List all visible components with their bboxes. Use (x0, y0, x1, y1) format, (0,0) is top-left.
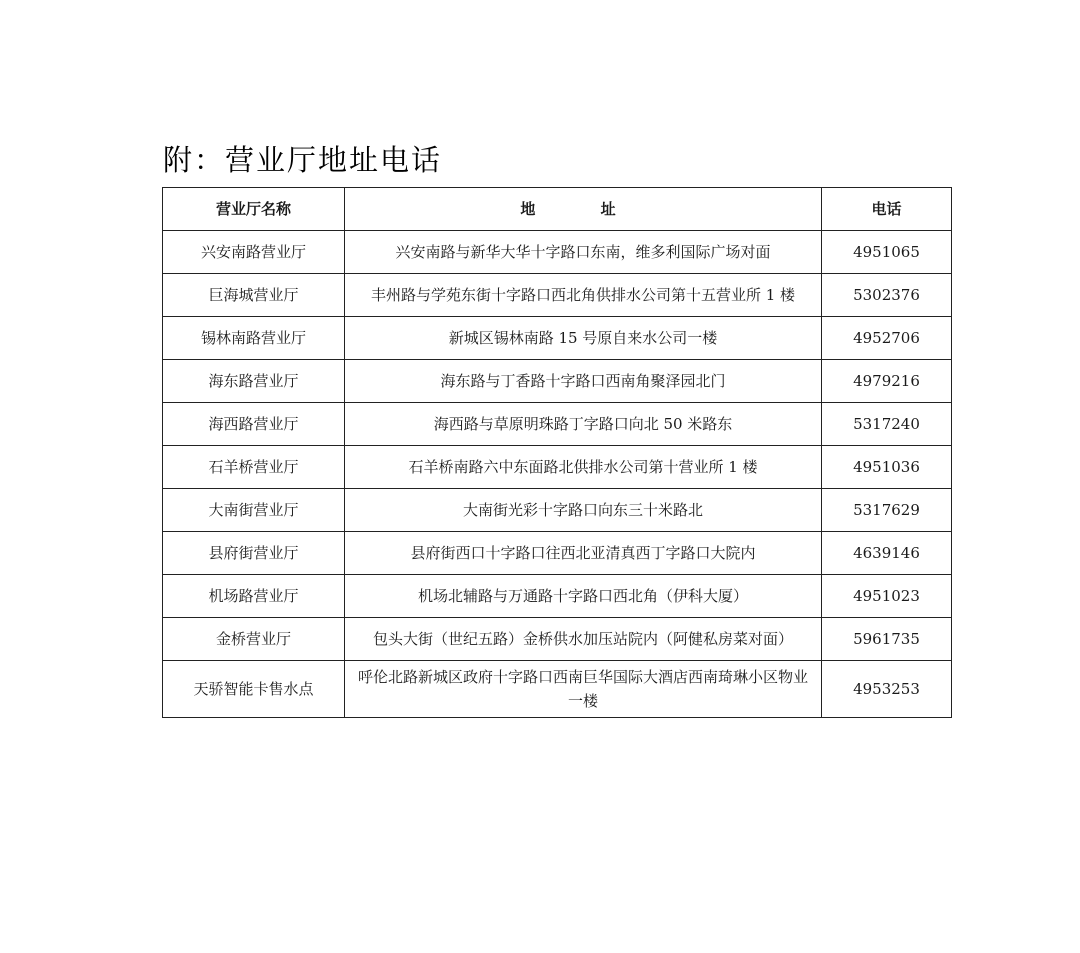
office-address-cell: 大南街光彩十字路口向东三十米路北 (345, 489, 822, 532)
office-name-cell: 海西路营业厅 (163, 403, 345, 446)
office-phone-cell: 4951023 (822, 575, 952, 618)
office-address-cell: 新城区锡林南路 15 号原自来水公司一楼 (345, 317, 822, 360)
office-name-cell: 天骄智能卡售水点 (163, 661, 345, 718)
office-phone-cell: 5317629 (822, 489, 952, 532)
table-row (163, 489, 952, 532)
office-name-cell: 海东路营业厅 (163, 360, 345, 403)
table-row (163, 317, 952, 360)
office-phone-cell: 4979216 (822, 360, 952, 403)
table-row (163, 618, 952, 661)
office-name-cell: 兴安南路营业厅 (163, 231, 345, 274)
office-phone-cell: 4951036 (822, 446, 952, 489)
office-address-cell: 机场北辅路与万通路十字路口西北角（伊科大厦） (345, 575, 822, 618)
office-phone-cell: 5317240 (822, 403, 952, 446)
header-office-name: 营业厅名称 (163, 188, 345, 231)
table-row (163, 532, 952, 575)
office-name-cell: 大南街营业厅 (163, 489, 345, 532)
office-address-cell: 丰州路与学苑东街十字路口西北角供排水公司第十五营业所 1 楼 (345, 274, 822, 317)
office-name-cell: 机场路营业厅 (163, 575, 345, 618)
office-address-cell: 兴安南路与新华大华十字路口东南，维多利国际广场对面 (345, 231, 822, 274)
office-phone-cell: 4952706 (822, 317, 952, 360)
office-name-cell: 锡林南路营业厅 (163, 317, 345, 360)
office-name-cell: 县府街营业厅 (163, 532, 345, 575)
office-phone-cell: 5302376 (822, 274, 952, 317)
office-address-cell: 海西路与草原明珠路丁字路口向北 50 米路东 (345, 403, 822, 446)
table-row (163, 274, 952, 317)
table-row (163, 575, 952, 618)
table-row (163, 661, 952, 718)
office-phone-cell: 5961735 (822, 618, 952, 661)
table-row (163, 231, 952, 274)
office-table (162, 187, 952, 718)
office-name-cell: 石羊桥营业厅 (163, 446, 345, 489)
office-phone-cell: 4639146 (822, 532, 952, 575)
table-row (163, 446, 952, 489)
office-address-cell: 石羊桥南路六中东面路北供排水公司第十营业所 1 楼 (345, 446, 822, 489)
table-row (163, 360, 952, 403)
table-header-row (163, 188, 952, 231)
office-name-cell: 巨海城营业厅 (163, 274, 345, 317)
office-phone-cell: 4953253 (822, 661, 952, 718)
office-address-cell: 呼伦北路新城区政府十字路口西南巨华国际大酒店西南琦琳小区物业一楼 (345, 661, 822, 718)
header-address: 地 址 (345, 188, 822, 231)
table-row (163, 403, 952, 446)
office-address-cell: 海东路与丁香路十字路口西南角聚泽园北门 (345, 360, 822, 403)
office-name-cell: 金桥营业厅 (163, 618, 345, 661)
page-title: 附：营业厅地址电话 (163, 143, 443, 177)
office-address-cell: 包头大街（世纪五路）金桥供水加压站院内（阿健私房菜对面） (345, 618, 822, 661)
header-phone: 电话 (822, 188, 952, 231)
office-phone-cell: 4951065 (822, 231, 952, 274)
office-address-cell: 县府街西口十字路口往西北亚清真西丁字路口大院内 (345, 532, 822, 575)
